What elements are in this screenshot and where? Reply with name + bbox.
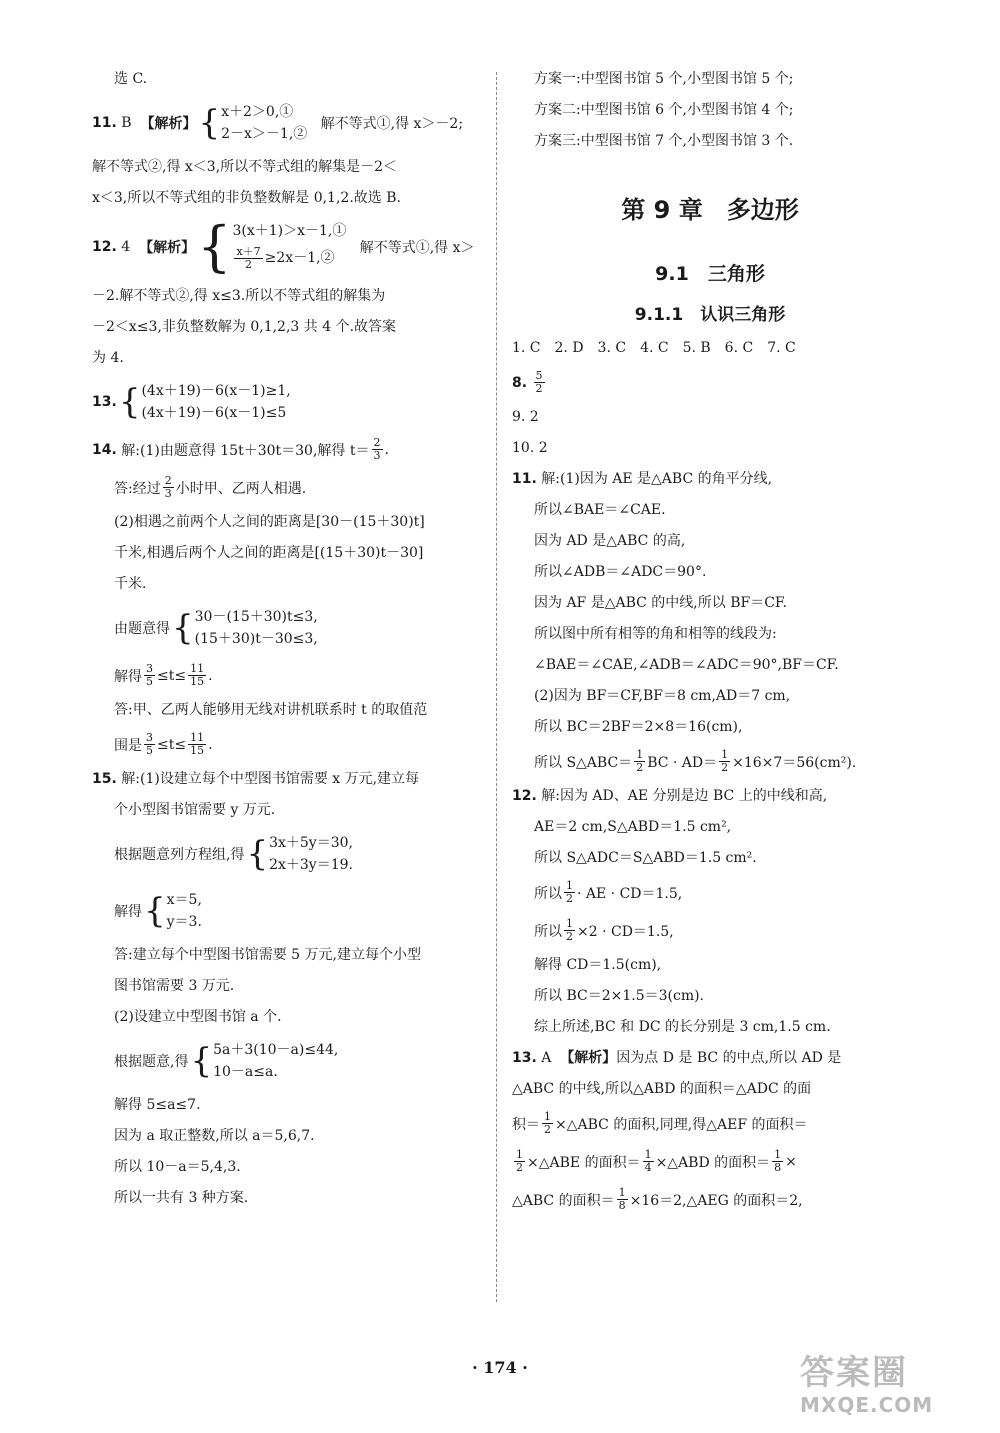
question-12: 12. 解:因为 AD、AE 分别是边 BC 上的中线和高, (512, 788, 828, 804)
text-line: 因为 AD 是△ABC 的高, (534, 533, 686, 549)
inequality-system: { (4x＋19)－6(x－1)≥1, (4x＋19)－6(x－1)≤5 (118, 382, 291, 422)
text-line: 所以 S△ABC＝ $\frac{1}{2}$ BC · AD＝ $\frac{1}{2}$ ×16×7＝56(cm²). (534, 748, 857, 774)
text-line: △ABC 的中线,所以△ABD 的面积＝△ADC 的面 (512, 1081, 812, 1097)
text-line: 千米. (114, 576, 147, 592)
text-line: 个小型图书馆需要 y 万元. (114, 802, 276, 818)
inequality-system: { 3(x＋1)＞x－1,① $\frac{x+7}{2}$ ≥2x－1,② (197, 215, 347, 278)
column-divider (496, 72, 497, 1302)
inequality-system: 由题意得 { 30－(15＋30)t≤3, (15＋30)t－30≤3, (114, 608, 318, 648)
text-line: 方案三:中型图书馆 7 个,小型图书馆 3 个. (534, 133, 794, 149)
text-line: 方案一:中型图书馆 5 个,小型图书馆 5 个; (534, 71, 794, 87)
text-line: 积＝ $\frac{1}{2}$ ×△ABC 的面积,同理,得△AEF 的面积＝ (512, 1110, 808, 1136)
text-line: 解不等式②,得 x＜3,所以不等式组的解集是－2＜ (92, 159, 398, 175)
text-line: 所以 10－a＝5,4,3. (114, 1159, 241, 1175)
question-15: 15. 解:(1)设建立每个中型图书馆需要 x 万元,建立每 (92, 771, 420, 787)
text-line: (2)设建立中型图书馆 a 个. (114, 1009, 282, 1025)
text-line: 综上所述,BC 和 DC 的长分别是 3 cm,1.5 cm. (534, 1019, 831, 1035)
text-line: 因为 a 取正整数,所以 a＝5,6,7. (114, 1128, 315, 1144)
text-line: 所以∠BAE＝∠CAE. (534, 502, 666, 518)
text-line: 围是 $\frac{3}{5}$ ≤t≤ $\frac{11}{15}$ . (114, 731, 213, 757)
text-line: (2)因为 BF＝CF,BF＝8 cm,AD＝7 cm, (534, 688, 791, 704)
question-13: 13. A 【解析】因为点 D 是 BC 的中点,所以 AD 是 (512, 1050, 842, 1066)
text-line: 选 C. (114, 71, 148, 87)
text-line: 所以图中所有相等的角和相等的线段为: (534, 626, 777, 642)
inequality-system: 根据题意,得 { 5a＋3(10－a)≤44, 10－a≤a. (114, 1041, 339, 1081)
text-line: 图书馆需要 3 万元. (114, 978, 235, 994)
text-line: 解得 CD＝1.5(cm), (534, 957, 662, 973)
text-line: 千米,相遇后两个人之间的距离是[(15＋30)t－30] (114, 545, 424, 561)
watermark-logo: 答案圈 MXQE.COM (800, 1353, 934, 1417)
section-title: 9.1 三角形 (655, 263, 765, 285)
question-14: 14. 解:(1)由题意得 15t＋30t＝30,解得 t＝ $\frac{2}{3}$ . (92, 436, 389, 462)
text-line: 所以 $\frac{1}{2}$ ×2 · CD＝1.5, (534, 917, 674, 943)
text-line: 所以 $\frac{1}{2}$ · AE · CD＝1.5, (534, 879, 683, 905)
text-line: ∠BAE＝∠CAE,∠ADB＝∠ADC＝90°,BF＝CF. (534, 657, 839, 673)
inequality-system: { x＋2＞0,① 2－x＞－1,② (198, 103, 308, 143)
chapter-title: 第 9 章 多边形 (621, 196, 799, 224)
equation-system: 根据题意列方程组,得 { 3x＋5y＝30, 2x＋3y＝19. (114, 834, 353, 874)
equation-system: 解得 { x＝5, y＝3. (114, 891, 202, 931)
text-line: 所以一共有 3 种方案. (114, 1190, 249, 1206)
text-line: △ABC 的面积＝ $\frac{1}{8}$ ×16＝2,△AEG 的面积＝2, (512, 1186, 803, 1212)
text-line: 方案二:中型图书馆 6 个,小型图书馆 4 个; (534, 102, 794, 118)
text-line: $\frac{1}{2}$ ×△ABE 的面积＝ $\frac{1}{4}$ ×△ABD 的面积＝ $\frac{1}{8}$ × (516, 1148, 797, 1174)
text-line: －2＜x≤3,非负整数解为 0,1,2,3 共 4 个.故答案 (92, 319, 397, 335)
text-line: AE＝2 cm,S△ABD＝1.5 cm², (534, 819, 732, 835)
text-line: 答:经过 $\frac{2}{3}$ 小时甲、乙两人相遇. (114, 474, 307, 500)
question-11: 11. 解:(1)因为 AE 是△ABC 的角平分线, (512, 471, 773, 487)
text-line: 解得 5≤a≤7. (114, 1097, 201, 1113)
text-line: x＜3,所以不等式组的非负整数解是 0,1,2.故选 B. (92, 190, 401, 206)
question-8: 8. $\frac{5}{2}$ (512, 369, 543, 395)
text-line: 所以 BC＝2×1.5＝3(cm). (534, 988, 705, 1004)
page-number: · 174 · (472, 1358, 528, 1377)
question-13: 13. { (4x＋19)－6(x－1)≥1, (4x＋19)－6(x－1)≤5 (92, 382, 291, 422)
question-12: 12. 4 【解析】 { 3(x＋1)＞x－1,① $\frac{x+7}{2}$ ≥2x－1,② 解不等式①,得 x＞ (92, 215, 475, 278)
text-line: 所以 BC＝2BF＝2×8＝16(cm), (534, 719, 743, 735)
question-9: 9. 2 (512, 409, 539, 425)
question-11: 11. B 【解析】 { x＋2＞0,① 2－x＞－1,② 解不等式①,得 x＞－2; (92, 103, 464, 143)
left-column (92, 70, 482, 1220)
answers-1-7: 1. C 2. D 3. C 4. C 5. B 6. C 7. C (512, 340, 796, 356)
text-line: 答:甲、乙两人能够用无线对讲机联系时 t 的取值范 (114, 702, 428, 718)
question-10: 10. 2 (512, 440, 548, 456)
text-line: 为 4. (92, 350, 124, 366)
subsection-title: 9.1.1 认识三角形 (634, 305, 786, 325)
text-line: －2.解不等式②,得 x≤3.所以不等式组的解集为 (92, 288, 386, 304)
text-line: 因为 AF 是△ABC 的中线,所以 BF＝CF. (534, 595, 787, 611)
right-column (512, 70, 908, 1225)
text-line: 所以∠ADB＝∠ADC＝90°. (534, 564, 707, 580)
text-line: 答:建立每个中型图书馆需要 5 万元,建立每个小型 (114, 947, 421, 963)
text-line: (2)相遇之前两个人之间的距离是[30－(15＋30)t] (114, 514, 425, 530)
text-line: 解得 $\frac{3}{5}$ ≤t≤ $\frac{11}{15}$ . (114, 662, 213, 688)
text-line: 所以 S△ADC＝S△ABD＝1.5 cm². (534, 850, 757, 866)
